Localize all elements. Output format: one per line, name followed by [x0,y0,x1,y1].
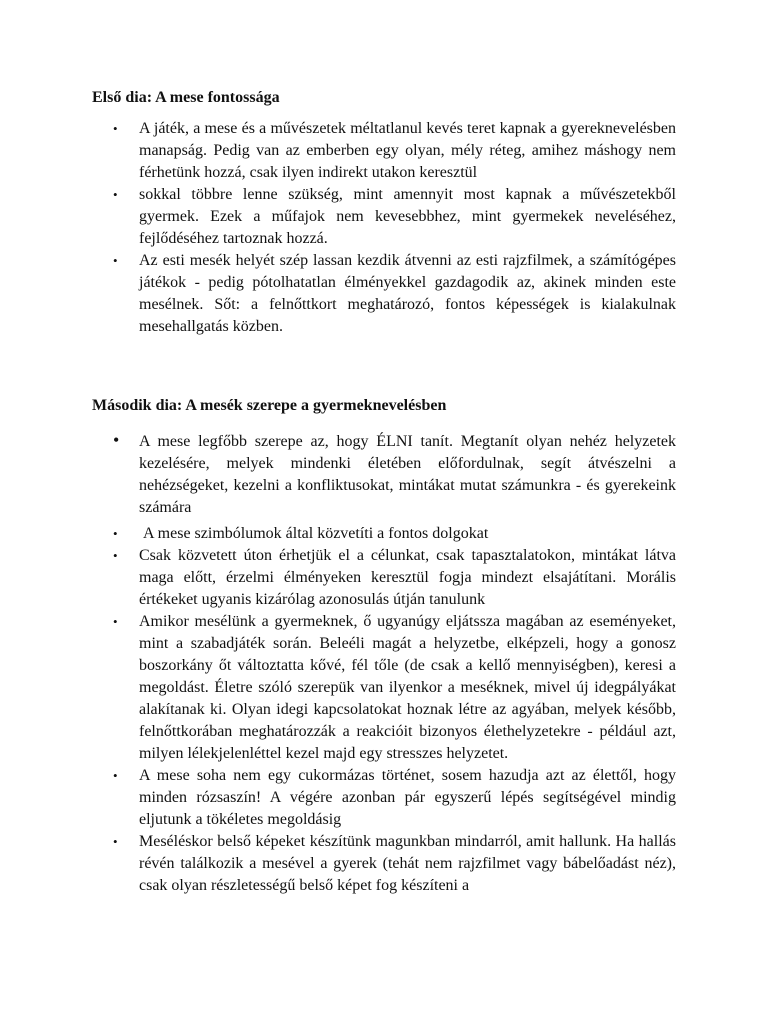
list-item-text: Az esti mesék helyét szép lassan kezdik átvenni az esti rajzfilmek, a számítógépes játékok - pedig pótolhatatlan élményekkel gazdagodik az, akinek minden este mesélnek. Sőt: a felnőttkort meghatározó, fontos képességek is kialakulnak mesehallgatás közben. [139,252,676,335]
list-item [0,545,676,611]
list-item-text: Csak közvetett úton érhetjük el a célunkat, csak tapasztalatokon, mintákat látva maga előtt, érzelmi élményeken keresztül fogja mindezt elsajátítani. Morális értékeket ugyanis kizárólag azonosulás útján tanulunk [139,547,676,608]
list-item-text: A mese szimbólumok által közvetíti a fontos dolgokat [143,525,489,542]
section-title-second-slide: Második dia: A mesék szerepe a gyermeknevelésben [92,397,447,414]
bullet-icon: • [113,548,118,563]
list-item [0,611,676,765]
list-item [0,431,676,519]
list-item [0,765,676,831]
bullet-icon: • [113,121,118,136]
bullet-list-first-slide [0,118,768,338]
list-item [0,118,676,184]
bullet-icon: • [113,768,118,783]
bullet-icon: • [113,187,118,202]
bullet-icon: • [113,253,118,268]
list-item [0,250,676,338]
list-item-text: Meséléskor belső képeket készítünk magunkban mindarról, amit hallunk. Ha hallás révén találkozik a mesével a gyerek (tehát nem rajzfilmet vagy bábelőadást néz), csak olyan részletességű belső képet fog készíteni a [139,833,676,894]
bullet-icon: • [113,526,118,541]
list-item-text: Amikor mesélünk a gyermeknek, ő ugyanúgy eljátssza magában az eseményeket, mint a szabadjáték során. Beleéli magát a helyzetbe, elképzeli, hogy a gonosz boszorkány őt változtatta kővé, fél tőle (de csak a kellő mennyiségben), keresi a megoldást. Életre szóló szerepük van ilyenkor a meséknek, mivel új idegpályákat alakítanak ki. Olyan idegi kapcsolatokat hoznak létre az agyában, melyek később, felnőttkorában meghatározzák a reakcióit bizonyos élethelyzetekre - például azt, milyen lélekjelenléttel kezel majd egy stresszes helyzetet. [139,613,676,762]
bullet-list-second-slide [0,431,768,897]
list-item [0,184,676,250]
list-item-text: sokkal többre lenne szükség, mint amennyit most kapnak a művészetekből gyermek. Ezek a műfajok nem kevesebbhez, mint gyermekek neveléséhez, fejlődéséhez tartoznak hozzá. [139,186,676,247]
bullet-icon: • [113,614,118,629]
list-item-text: A mese soha nem egy cukormázas történet, sosem hazudja azt az élettől, hogy minden rózsaszín! A végére azonban pár egyszerű lépés segítségével mindig eljutunk a tökéletes megoldásig [139,767,676,828]
list-item [0,831,676,897]
list-item [0,523,676,545]
bullet-icon: • [113,430,120,450]
list-item-text: A mese legfőbb szerepe az, hogy ÉLNI tanít. Megtanít olyan nehéz helyzetek kezelésére, melyek mindenki életében előfordulnak, segít átvészelni a nehézségeket, kezelni a konfliktusokat, mintákat mutat számunkra - és gyerekeink számára [139,433,676,516]
bullet-icon: • [113,834,118,849]
section-title-first-slide: Első dia: A mese fontossága [92,89,280,106]
list-item-text: A játék, a mese és a művészetek méltatlanul kevés teret kapnak a gyereknevelésben manapság. Pedig van az emberben egy olyan, mély réteg, amihez máshogy nem férhetünk hozzá, csak ilyen indirekt utakon keresztül [139,120,676,181]
